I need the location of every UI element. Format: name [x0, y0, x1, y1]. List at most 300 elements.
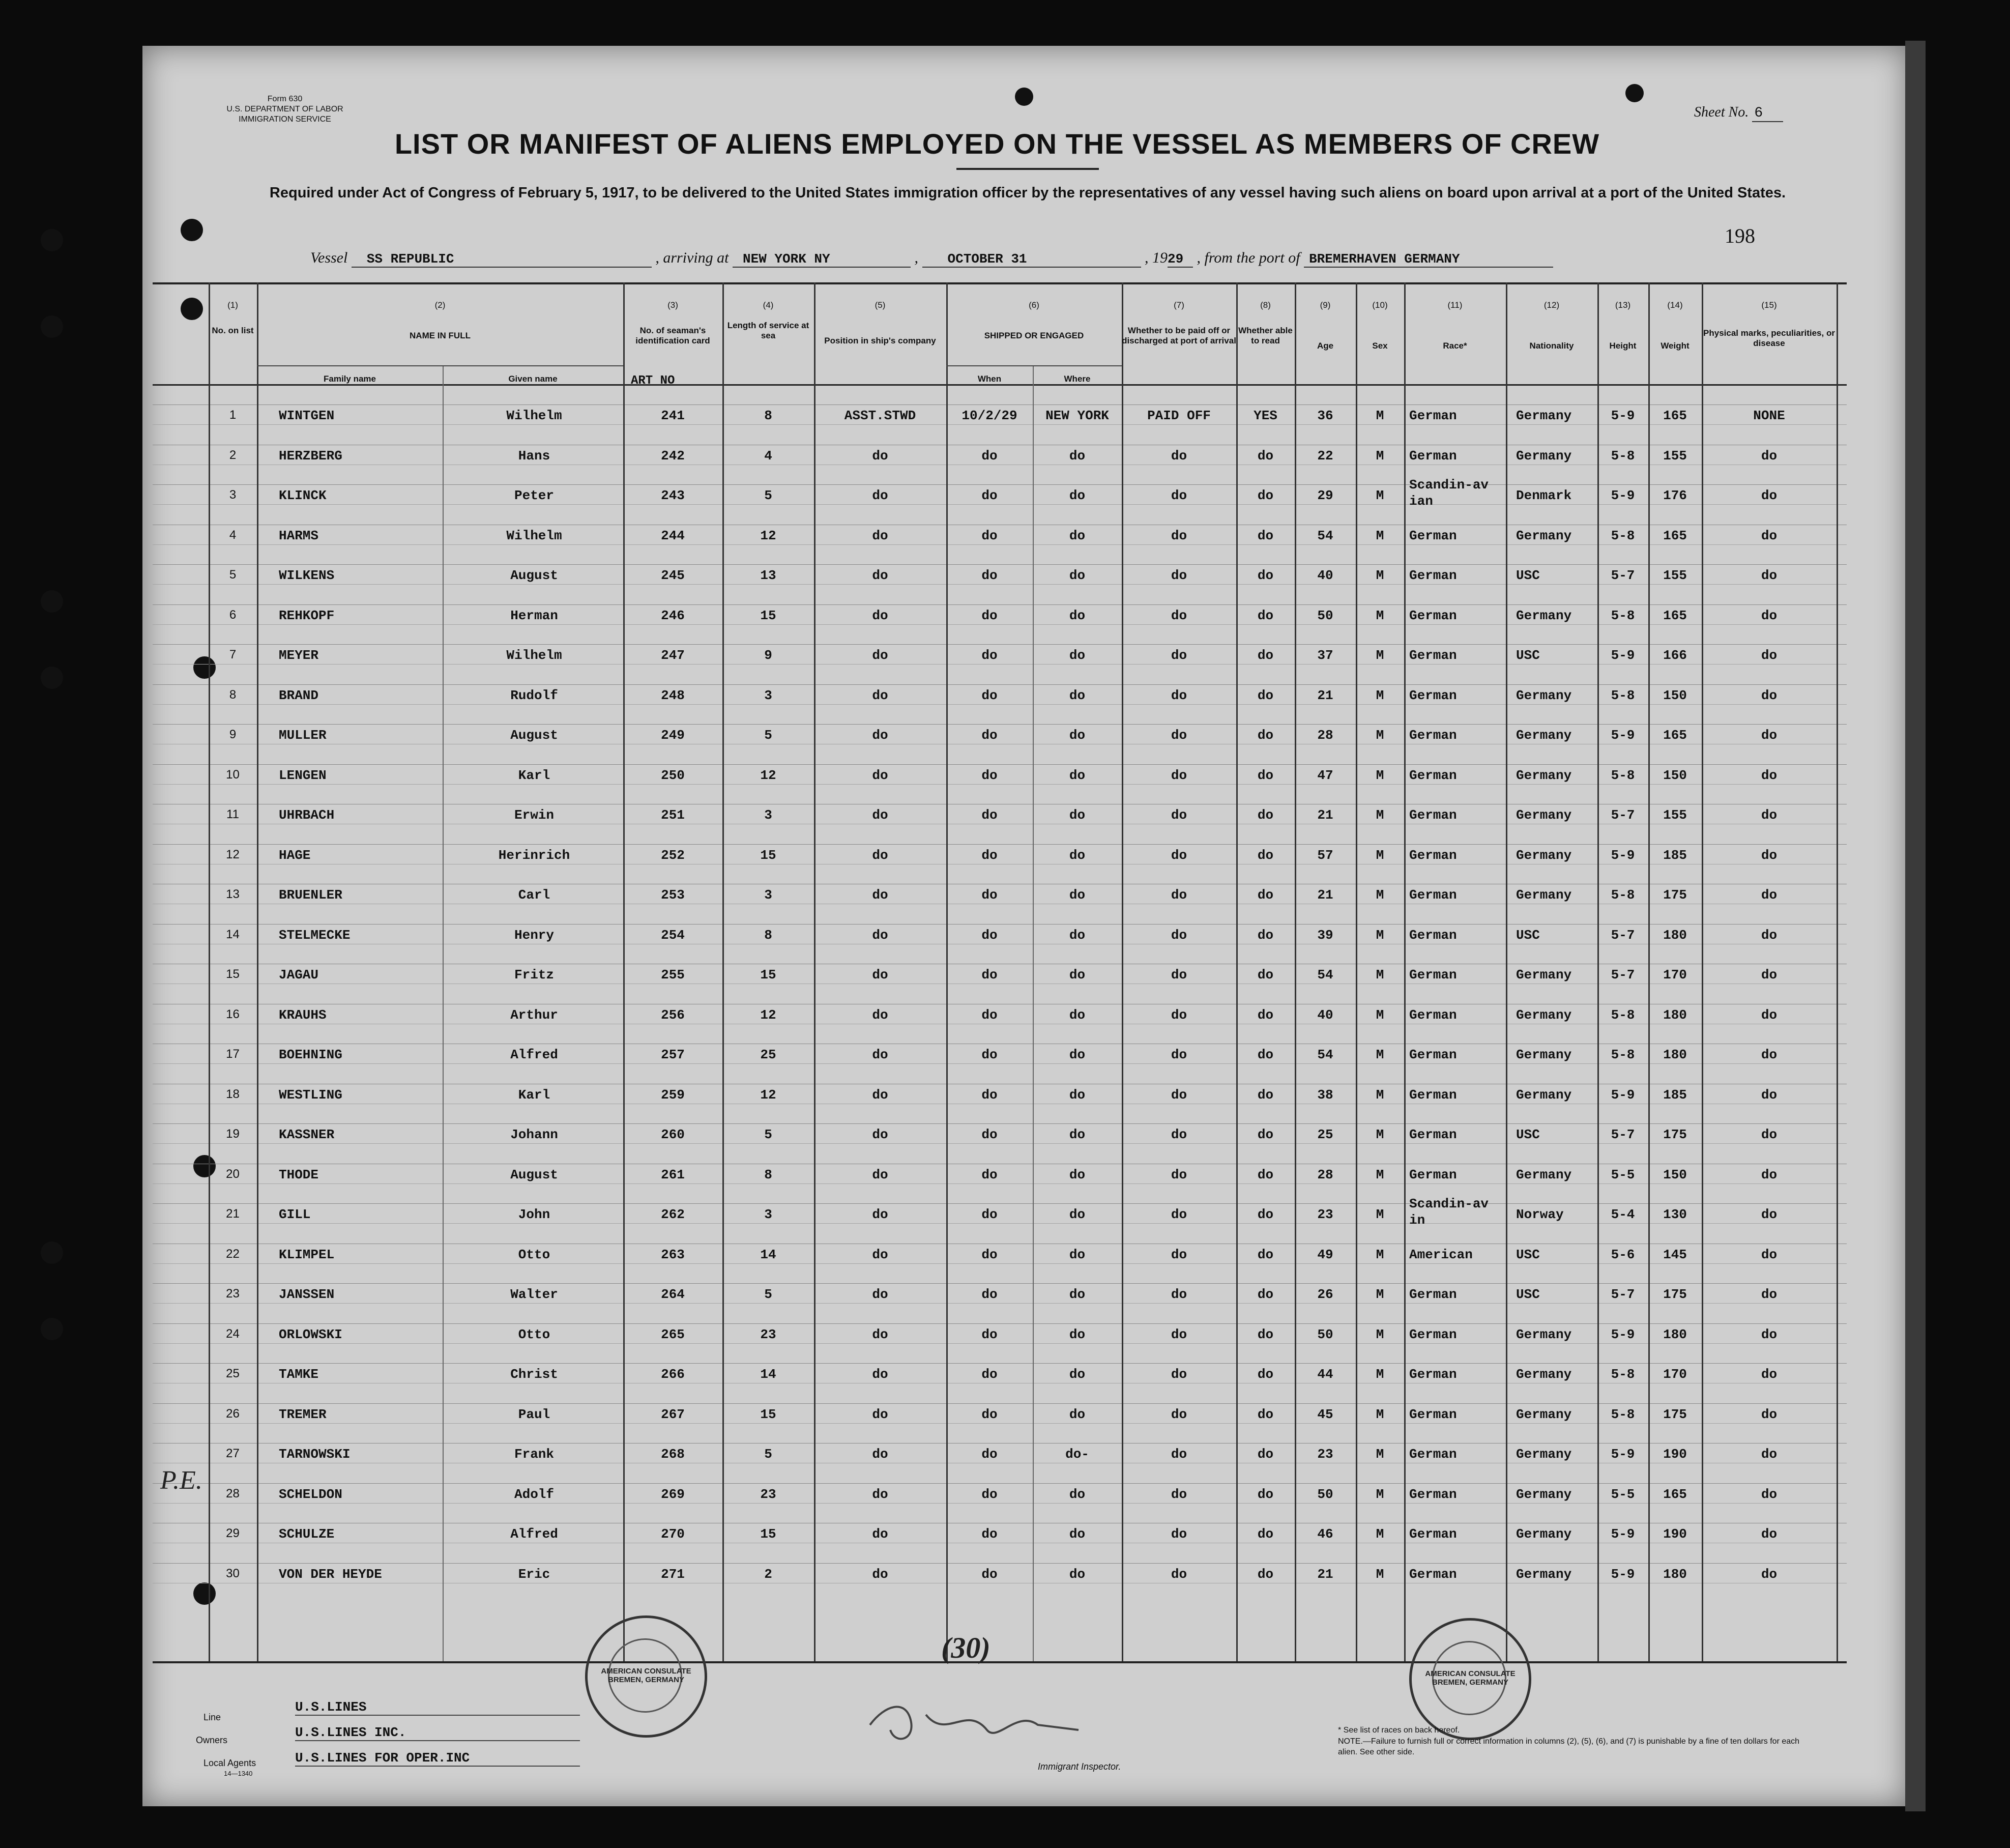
physical-marks: do: [1761, 1447, 1778, 1462]
row-number: 11: [226, 807, 239, 821]
physical-marks: do: [1761, 1207, 1778, 1222]
weight: 165: [1663, 528, 1687, 543]
nationality: Germany: [1516, 528, 1572, 543]
family-name: HAGE: [279, 847, 311, 863]
sheet-label: Sheet No.: [1694, 104, 1749, 120]
age: 28: [1317, 1167, 1333, 1182]
id-card-number: 265: [661, 1326, 685, 1342]
weight: 150: [1663, 1167, 1687, 1182]
paid-off: do: [1171, 807, 1187, 823]
race: German: [1409, 1406, 1457, 1422]
nationality: USC: [1516, 648, 1540, 663]
where-header: Where: [1064, 374, 1091, 384]
id-card-number: 252: [661, 847, 685, 863]
shipped-when: do: [981, 1526, 998, 1542]
length-of-service: 23: [760, 1326, 776, 1342]
shipped-when: do: [981, 1127, 998, 1142]
given-name: Wilhelm: [506, 528, 562, 543]
paid-off: do: [1171, 967, 1187, 983]
length-of-service: 5: [764, 488, 772, 503]
nationality: Germany: [1516, 887, 1572, 903]
id-card-number: 271: [661, 1566, 685, 1582]
length-of-service: 14: [760, 1247, 776, 1262]
given-name: Otto: [518, 1247, 550, 1262]
nationality: Germany: [1516, 1526, 1572, 1542]
paid-off: do: [1171, 528, 1187, 543]
length-of-service: 12: [760, 1007, 776, 1023]
shipped-when: do: [981, 448, 998, 464]
row-number: 14: [226, 927, 240, 941]
shipped-when: do: [981, 608, 998, 623]
race: German: [1409, 927, 1457, 943]
column-number: (6): [1029, 300, 1039, 310]
row-rule: [153, 684, 1847, 685]
age: 21: [1317, 687, 1333, 703]
given-name: Rudolf: [510, 687, 558, 703]
length-of-service: 12: [760, 528, 776, 543]
given-name: Henry: [514, 927, 554, 943]
weight: 175: [1663, 1406, 1687, 1422]
column-number: (10): [1372, 300, 1388, 310]
nationality: Germany: [1516, 1566, 1572, 1582]
row-rule: [153, 1363, 1847, 1364]
age: 44: [1317, 1367, 1333, 1382]
length-of-service: 3: [764, 887, 772, 903]
row-number: 6: [229, 608, 237, 622]
id-card-number: 250: [661, 767, 685, 783]
sex: M: [1376, 687, 1384, 703]
row-number: 16: [226, 1007, 240, 1021]
able-to-read: do: [1257, 1047, 1274, 1062]
height: 5-8: [1611, 1367, 1635, 1382]
agents-code: 14—1340: [224, 1770, 253, 1777]
able-to-read: do: [1257, 1406, 1274, 1422]
age: 54: [1317, 967, 1333, 983]
nationality: Germany: [1516, 807, 1572, 823]
weight: 190: [1663, 1447, 1687, 1462]
footnote-penalty: NOTE.—Failure to furnish full or correct information in columns (2), (5), (6), and (7) is punishable by a fine of ten dollars for each alien. See other side.: [1338, 1737, 1800, 1756]
sex: M: [1376, 1566, 1384, 1582]
row-number: 4: [229, 528, 237, 542]
binder-hole: [1015, 88, 1033, 106]
age: 25: [1317, 1127, 1333, 1142]
able-to-read: do: [1257, 648, 1274, 663]
pe-annotation: P.E.: [160, 1466, 202, 1495]
shipped-when: do: [981, 1367, 998, 1382]
family-name: BRUENLER: [279, 887, 342, 903]
column-number: (13): [1615, 300, 1631, 310]
physical-marks: do: [1761, 648, 1778, 663]
nationality: Germany: [1516, 448, 1572, 464]
binder-hole: [181, 298, 203, 320]
row-rule: [153, 704, 1847, 705]
able-to-read: do: [1257, 1326, 1274, 1342]
weight: 175: [1663, 887, 1687, 903]
sex: M: [1376, 1326, 1384, 1342]
length-of-service: 15: [760, 967, 776, 983]
row-number: 26: [226, 1406, 240, 1421]
position: do: [872, 1406, 888, 1422]
shipped-when: do: [981, 1406, 998, 1422]
row-number: 2: [229, 448, 237, 462]
weight: 190: [1663, 1526, 1687, 1542]
able-to-read: do: [1257, 488, 1274, 503]
family-name: TAMKE: [279, 1367, 319, 1382]
height: 5-5: [1611, 1486, 1635, 1502]
paid-off: do: [1171, 728, 1187, 743]
column-rule: [1404, 282, 1406, 1661]
arriving-label: , arriving at: [655, 249, 729, 266]
sex: M: [1376, 767, 1384, 783]
id-card-number: 247: [661, 648, 685, 663]
sex: M: [1376, 1047, 1384, 1062]
shipped-when: do: [981, 1247, 998, 1262]
shipped-where: do: [1069, 728, 1086, 743]
family-name: ORLOWSKI: [279, 1326, 342, 1342]
shipped-when: do: [981, 1007, 998, 1023]
paid-off: do: [1171, 1287, 1187, 1302]
race: German: [1409, 608, 1457, 623]
row-number: 5: [229, 568, 237, 582]
nationality: USC: [1516, 1127, 1540, 1142]
race: German: [1409, 648, 1457, 663]
race: German: [1409, 967, 1457, 983]
shipped-where: do: [1069, 608, 1086, 623]
position: do: [872, 1447, 888, 1462]
weight: 180: [1663, 927, 1687, 943]
shipped-where: do: [1069, 1526, 1086, 1542]
sheet-number: [1694, 104, 1783, 121]
given-name: Herinrich: [498, 847, 570, 863]
nationality: Germany: [1516, 687, 1572, 703]
age: 23: [1317, 1447, 1333, 1462]
id-card-number: 261: [661, 1167, 685, 1182]
nationality: Germany: [1516, 1087, 1572, 1103]
row-rule: [153, 1283, 1847, 1284]
owners-value: U.S.LINES INC.: [295, 1725, 580, 1741]
weight: 165: [1663, 408, 1687, 423]
weight: 150: [1663, 767, 1687, 783]
weight: 170: [1663, 1367, 1687, 1382]
row-number: 19: [226, 1127, 240, 1141]
physical-marks: do: [1761, 1486, 1778, 1502]
weight: 175: [1663, 1287, 1687, 1302]
signature: [865, 1694, 1109, 1750]
height: 5-9: [1611, 648, 1635, 663]
sex: M: [1376, 807, 1384, 823]
id-card-number: 248: [661, 687, 685, 703]
able-to-read: do: [1257, 1167, 1274, 1182]
binder-hole: [41, 315, 63, 338]
able-to-read: do: [1257, 767, 1274, 783]
row-rule: [153, 544, 1847, 545]
family-name: BOEHNING: [279, 1047, 342, 1062]
given-name: Alfred: [510, 1526, 558, 1542]
row-rule: [153, 1503, 1847, 1504]
shipped-where: do: [1069, 1287, 1086, 1302]
position: do: [872, 1326, 888, 1342]
column-number: (14): [1667, 300, 1683, 310]
position: do: [872, 528, 888, 543]
sex: M: [1376, 1207, 1384, 1222]
height: 5-8: [1611, 1047, 1635, 1062]
weight: 180: [1663, 1566, 1687, 1582]
weight: 130: [1663, 1207, 1687, 1222]
shipped-where: do: [1069, 1486, 1086, 1502]
shipped-when: do: [981, 648, 998, 663]
row-rule: [153, 784, 1847, 785]
shipped-when: 10/2/29: [962, 408, 1017, 423]
given-name: Arthur: [510, 1007, 558, 1023]
shipped-where: do: [1069, 648, 1086, 663]
column-rule: [257, 282, 258, 1661]
race: German: [1409, 728, 1457, 743]
weight: 180: [1663, 1047, 1687, 1062]
shipped-where: do: [1069, 807, 1086, 823]
age: 54: [1317, 1047, 1333, 1062]
sex: M: [1376, 927, 1384, 943]
shipped-when: do: [981, 568, 998, 583]
weight: 165: [1663, 1486, 1687, 1502]
column-number: (1): [227, 300, 238, 310]
position: do: [872, 728, 888, 743]
family-name: KASSNER: [279, 1127, 335, 1142]
length-of-service: 4: [764, 448, 772, 464]
given-name: Alfred: [510, 1047, 558, 1062]
row-rule: [153, 924, 1847, 925]
length-of-service: 3: [764, 1207, 772, 1222]
paid-off: PAID OFF: [1147, 408, 1211, 423]
physical-marks: do: [1761, 1127, 1778, 1142]
shipped-when: do: [981, 1207, 998, 1222]
race: German: [1409, 1326, 1457, 1342]
shipped-where: do: [1069, 967, 1086, 983]
row-number: 17: [226, 1047, 240, 1061]
row-number: 7: [229, 648, 237, 661]
physical-header: Physical marks, peculiarities, or disease: [1703, 328, 1835, 348]
given-name: August: [510, 568, 558, 583]
column-number: (8): [1260, 300, 1271, 310]
family-name: REHKOPF: [279, 608, 335, 623]
binder-hole: [41, 590, 63, 613]
able-to-read: do: [1257, 1127, 1274, 1142]
age: 45: [1317, 1406, 1333, 1422]
height: 5-9: [1611, 1087, 1635, 1103]
id-card-number: 249: [661, 728, 685, 743]
family-name: TREMER: [279, 1406, 327, 1422]
age: 38: [1317, 1087, 1333, 1103]
shipped-when: do: [981, 528, 998, 543]
able-to-read: do: [1257, 1486, 1274, 1502]
row-rule: [153, 424, 1847, 425]
binder-hole: [41, 1318, 63, 1340]
length-of-service: 8: [764, 408, 772, 423]
id-card-number: 241: [661, 408, 685, 423]
paid-off: do: [1171, 568, 1187, 583]
race: German: [1409, 887, 1457, 903]
row-rule: [153, 1123, 1847, 1124]
row-number: 30: [226, 1566, 240, 1580]
family-name: HARMS: [279, 528, 319, 543]
race: German: [1409, 1367, 1457, 1382]
physical-marks: do: [1761, 608, 1778, 623]
id-card-number: 254: [661, 927, 685, 943]
height: 5-9: [1611, 1326, 1635, 1342]
column-number: (12): [1543, 300, 1560, 310]
able-to-read: do: [1257, 1207, 1274, 1222]
given-name: Wilhelm: [506, 648, 562, 663]
sex: M: [1376, 1167, 1384, 1182]
shipped-where: do: [1069, 1167, 1086, 1182]
shipped-where: do: [1069, 528, 1086, 543]
family-name: MULLER: [279, 728, 327, 743]
nationality: Germany: [1516, 1486, 1572, 1502]
row-rule: [153, 584, 1847, 585]
row-number: 23: [226, 1287, 240, 1301]
length-of-service: 5: [764, 1127, 772, 1142]
race: American: [1409, 1247, 1473, 1262]
shipped-where: do: [1069, 1367, 1086, 1382]
race: German: [1409, 1127, 1457, 1142]
physical-marks: do: [1761, 927, 1778, 943]
form-number: Form 630: [267, 95, 303, 103]
shipped-when: do: [981, 887, 998, 903]
shipped-where: do: [1069, 1047, 1086, 1062]
column-rule: [1506, 282, 1507, 1661]
age: 26: [1317, 1287, 1333, 1302]
shipped-when: do: [981, 927, 998, 943]
given-name: Herman: [510, 608, 558, 623]
row-rule: [153, 764, 1847, 765]
physical-marks: do: [1761, 1367, 1778, 1382]
column-number: (2): [434, 300, 446, 310]
binder-hole: [193, 1582, 216, 1605]
row-number: 18: [226, 1087, 240, 1101]
sex: M: [1376, 1447, 1384, 1462]
height: 5-9: [1611, 408, 1635, 423]
sex: M: [1376, 528, 1384, 543]
given-name: Carl: [518, 887, 550, 903]
id-card-number: 267: [661, 1406, 685, 1422]
binder-hole: [41, 667, 63, 689]
column-rule: [1837, 282, 1838, 1661]
row-rule: [153, 604, 1847, 605]
id-card-number: 245: [661, 568, 685, 583]
weight-header: Weight: [1661, 341, 1689, 351]
id-card-number: 246: [661, 608, 685, 623]
height: 5-9: [1611, 488, 1635, 503]
length-of-service: 23: [760, 1486, 776, 1502]
sex: M: [1376, 1367, 1384, 1382]
position: do: [872, 488, 888, 503]
weight: 185: [1663, 1087, 1687, 1103]
length-service-header: Length of service at sea: [727, 321, 809, 340]
row-rule: [153, 1203, 1847, 1204]
weight: 145: [1663, 1247, 1687, 1262]
shipped-when: do: [981, 488, 998, 503]
length-of-service: 15: [760, 608, 776, 623]
nationality: Norway: [1516, 1207, 1564, 1222]
family-name: JANSSEN: [279, 1287, 335, 1302]
given-name: Wilhelm: [506, 408, 562, 423]
weight: 150: [1663, 687, 1687, 703]
length-of-service: 12: [760, 1087, 776, 1103]
given-name: Hans: [518, 448, 550, 464]
paid-off: do: [1171, 488, 1187, 503]
age: 37: [1317, 648, 1333, 663]
length-of-service: 12: [760, 767, 776, 783]
height: 5-7: [1611, 568, 1635, 583]
shipped-subheader-rule: [946, 365, 1122, 366]
family-name: TARNOWSKI: [279, 1447, 351, 1462]
position: ASST.STWD: [844, 408, 916, 423]
physical-marks: do: [1761, 528, 1778, 543]
row-rule: [153, 1223, 1847, 1224]
paid-off: do: [1171, 448, 1187, 464]
line-value: U.S.LINES: [295, 1699, 580, 1716]
age: 40: [1317, 568, 1333, 583]
vessel-value: SS REPUBLIC: [352, 251, 652, 268]
length-of-service: 9: [764, 648, 772, 663]
position: do: [872, 1486, 888, 1502]
shipped-where: do: [1069, 1566, 1086, 1582]
paid-off: do: [1171, 1007, 1187, 1023]
race: German: [1409, 1486, 1457, 1502]
given-name: John: [518, 1207, 550, 1222]
column-number: (15): [1761, 300, 1777, 310]
row-rule: [153, 664, 1847, 665]
shipped-when: do: [981, 847, 998, 863]
nationality: Germany: [1516, 1447, 1572, 1462]
page-title: LIST OR MANIFEST OF ALIENS EMPLOYED ON THE VESSEL AS MEMBERS OF CREW: [394, 128, 1600, 160]
race: German: [1409, 807, 1457, 823]
id-card-number: 253: [661, 887, 685, 903]
race: Scandin-avin: [1409, 1196, 1489, 1228]
given-name: Eric: [518, 1566, 550, 1582]
physical-marks: NONE: [1753, 408, 1785, 423]
paid-off: do: [1171, 887, 1187, 903]
length-of-service: 15: [760, 1406, 776, 1422]
binder-hole: [41, 1241, 63, 1264]
family-name-header: Family name: [324, 374, 376, 384]
shipped-where: do: [1069, 767, 1086, 783]
age: 29: [1317, 488, 1333, 503]
age: 47: [1317, 767, 1333, 783]
family-name: THODE: [279, 1167, 319, 1182]
sex: M: [1376, 1406, 1384, 1422]
family-name: BRAND: [279, 687, 319, 703]
able-to-read: do: [1257, 1526, 1274, 1542]
age-header: Age: [1317, 341, 1334, 351]
able-to-read: do: [1257, 927, 1274, 943]
height: 5-5: [1611, 1167, 1635, 1182]
age: 49: [1317, 1247, 1333, 1262]
age: 50: [1317, 1326, 1333, 1342]
race: German: [1409, 687, 1457, 703]
sex: M: [1376, 1087, 1384, 1103]
shipped-where: do: [1069, 687, 1086, 703]
vessel-label: Vessel: [310, 249, 348, 266]
able-to-read: do: [1257, 1447, 1274, 1462]
position: do: [872, 1167, 888, 1182]
row-rule: [153, 484, 1847, 485]
binder-hole: [181, 219, 203, 241]
shipped-when: do: [981, 1326, 998, 1342]
age: 23: [1317, 1207, 1333, 1222]
row-number: 27: [226, 1447, 240, 1460]
age: 50: [1317, 608, 1333, 623]
name-in-full-header: NAME IN FULL: [410, 331, 471, 340]
